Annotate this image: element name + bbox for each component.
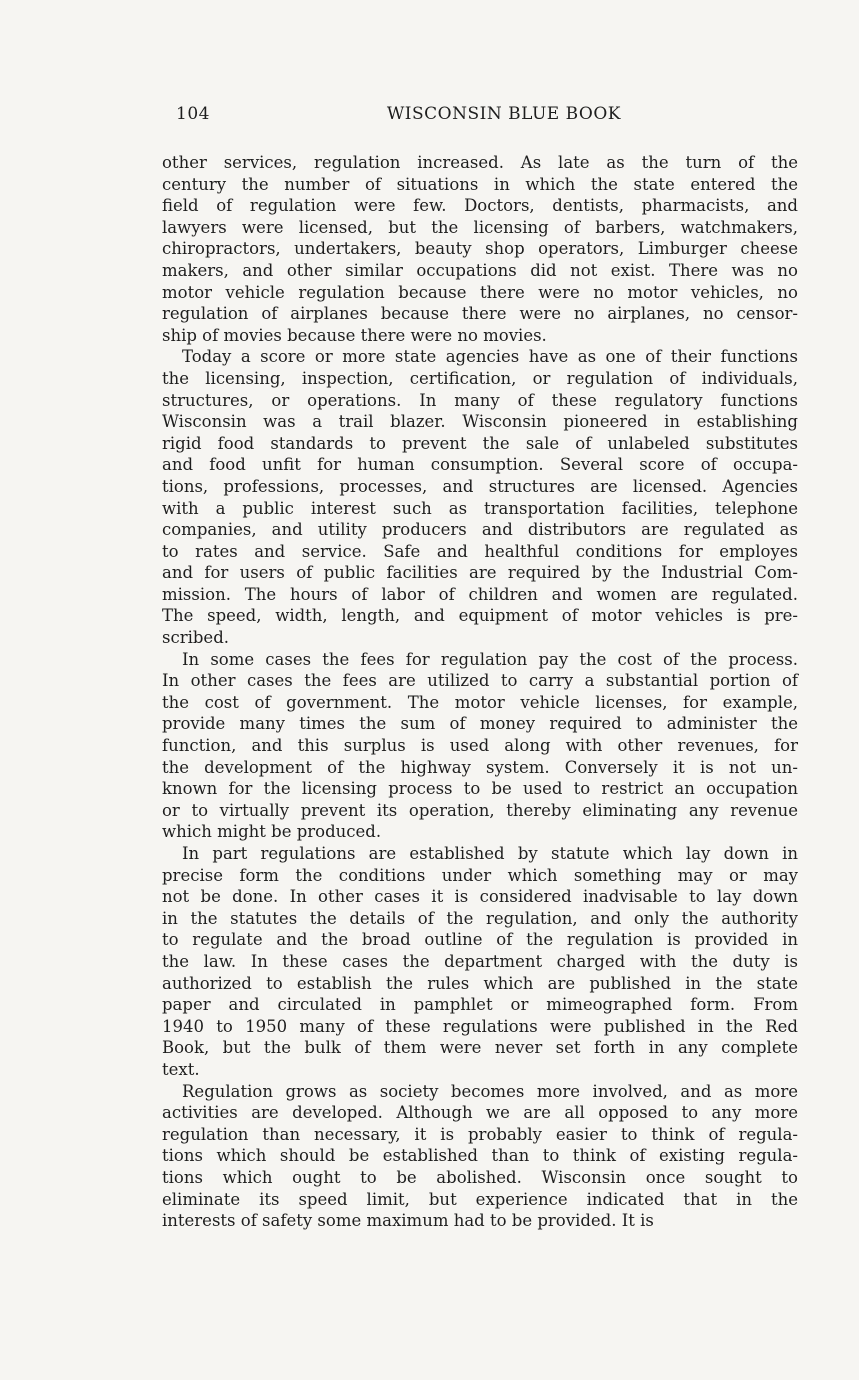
text-line: motor vehicle regulation because there were no motor vehicles, no — [162, 282, 798, 302]
text-line: scribed. — [162, 628, 230, 648]
text-line: Today a score or more state agencies have as one of their functions — [182, 347, 798, 367]
text-line: in the statutes the details of the regulation, and only the authority — [162, 908, 798, 928]
text-line: lawyers were licensed, but the licensing of barbers, watchmakers, — [162, 217, 798, 237]
running-title: WISCONSIN BLUE BOOK — [386, 104, 621, 124]
text-line: century the number of situations in which the state entered the — [162, 174, 798, 194]
paragraph — [162, 649, 798, 843]
text-line: chiropractors, undertakers, beauty shop operators, Limburger cheese — [162, 239, 798, 259]
page-number: 104 — [176, 104, 210, 124]
text-line: the cost of government. The motor vehicle licenses, for example, — [162, 692, 798, 712]
paragraph — [162, 1081, 798, 1232]
text-line: Book, but the bulk of them were never set forth in any complete — [162, 1038, 798, 1058]
text-line: In some cases the fees for regulation pay the cost of the process. — [182, 649, 798, 669]
text-line: or to virtually prevent its operation, thereby eliminating any revenue — [162, 800, 798, 820]
text-line: the licensing, inspection, certification, or regulation of individuals, — [162, 368, 798, 388]
text-line: function, and this surplus is used along with other revenues, for — [162, 736, 798, 756]
text-line: provide many times the sum of money required to administer the — [162, 714, 798, 734]
text-line: tions which ought to be abolished. Wisconsin once sought to — [162, 1167, 798, 1187]
text-line: activities are developed. Although we are all opposed to any more — [162, 1103, 798, 1123]
text-line: not be done. In other cases it is considered inadvisable to lay down — [162, 887, 798, 907]
text-line: to regulate and the broad outline of the regulation is provided in — [162, 930, 798, 950]
text-line: the development of the highway system. Conversely it is not un- — [162, 757, 798, 777]
text-line: authorized to establish the rules which are published in the state — [162, 973, 798, 993]
text-line: tions, professions, processes, and structures are licensed. Agencies — [162, 476, 798, 496]
text-line: tions which should be established than to think of existing regula- — [162, 1146, 798, 1166]
text-line: Regulation grows as society becomes more involved, and as more — [182, 1081, 798, 1101]
text-line: and food unfit for human consumption. Several score of occupa- — [162, 455, 798, 475]
text-line: regulation of airplanes because there were no airplanes, no censor- — [162, 304, 798, 324]
text-line: ship of movies because there were no movies. — [162, 325, 547, 345]
text-line: makers, and other similar occupations did not exist. There was no — [162, 260, 798, 280]
text-line: structures, or operations. In many of these regulatory functions — [162, 390, 798, 410]
text-line: to rates and service. Safe and healthful conditions for employes — [162, 541, 798, 561]
text-line: rigid food standards to prevent the sale of unlabeled substitutes — [162, 433, 798, 453]
text-line: field of regulation were few. Doctors, dentists, pharmacists, and — [162, 196, 798, 216]
text-line: regulation than necessary, it is probably easier to think of regula- — [162, 1124, 798, 1144]
text-line: text. — [162, 1059, 200, 1079]
paragraph — [162, 346, 798, 648]
text-line: In other cases the fees are utilized to carry a substantial portion of — [162, 671, 798, 691]
text-line: companies, and utility producers and distributors are regulated as — [162, 520, 798, 540]
text-line: and for users of public facilities are required by the Industrial Com- — [162, 563, 798, 583]
text-line: The speed, width, length, and equipment of motor vehicles is pre- — [162, 606, 798, 626]
text-line: with a public interest such as transportation facilities, telephone — [162, 498, 798, 518]
text-line: interests of safety some maximum had to be provided. It is — [162, 1211, 654, 1231]
paragraph — [162, 152, 798, 346]
text-line: which might be produced. — [162, 822, 382, 842]
text-line: In part regulations are established by statute which lay down in — [182, 844, 798, 863]
text-line: known for the licensing process to be used to restrict an occupation — [162, 779, 798, 799]
page-header — [176, 104, 621, 130]
text-line: mission. The hours of labor of children and women are regulated. — [162, 584, 798, 604]
text-line: paper and circulated in pamphlet or mimeographed form. From — [162, 995, 798, 1015]
text-line: the law. In these cases the department charged with the duty is — [162, 951, 798, 971]
text-line: eliminate its speed limit, but experience indicated that in the — [162, 1189, 798, 1209]
text-line: Wisconsin was a trail blazer. Wisconsin pioneered in establishing — [162, 412, 798, 432]
text-line: 1940 to 1950 many of these regulations were published in the Red — [162, 1016, 798, 1036]
text-line: precise form the conditions under which something may or may — [162, 865, 798, 885]
paragraph — [162, 843, 798, 1081]
text-line: other services, regulation increased. As late as the turn of the — [162, 153, 798, 172]
body-text — [162, 152, 798, 1232]
